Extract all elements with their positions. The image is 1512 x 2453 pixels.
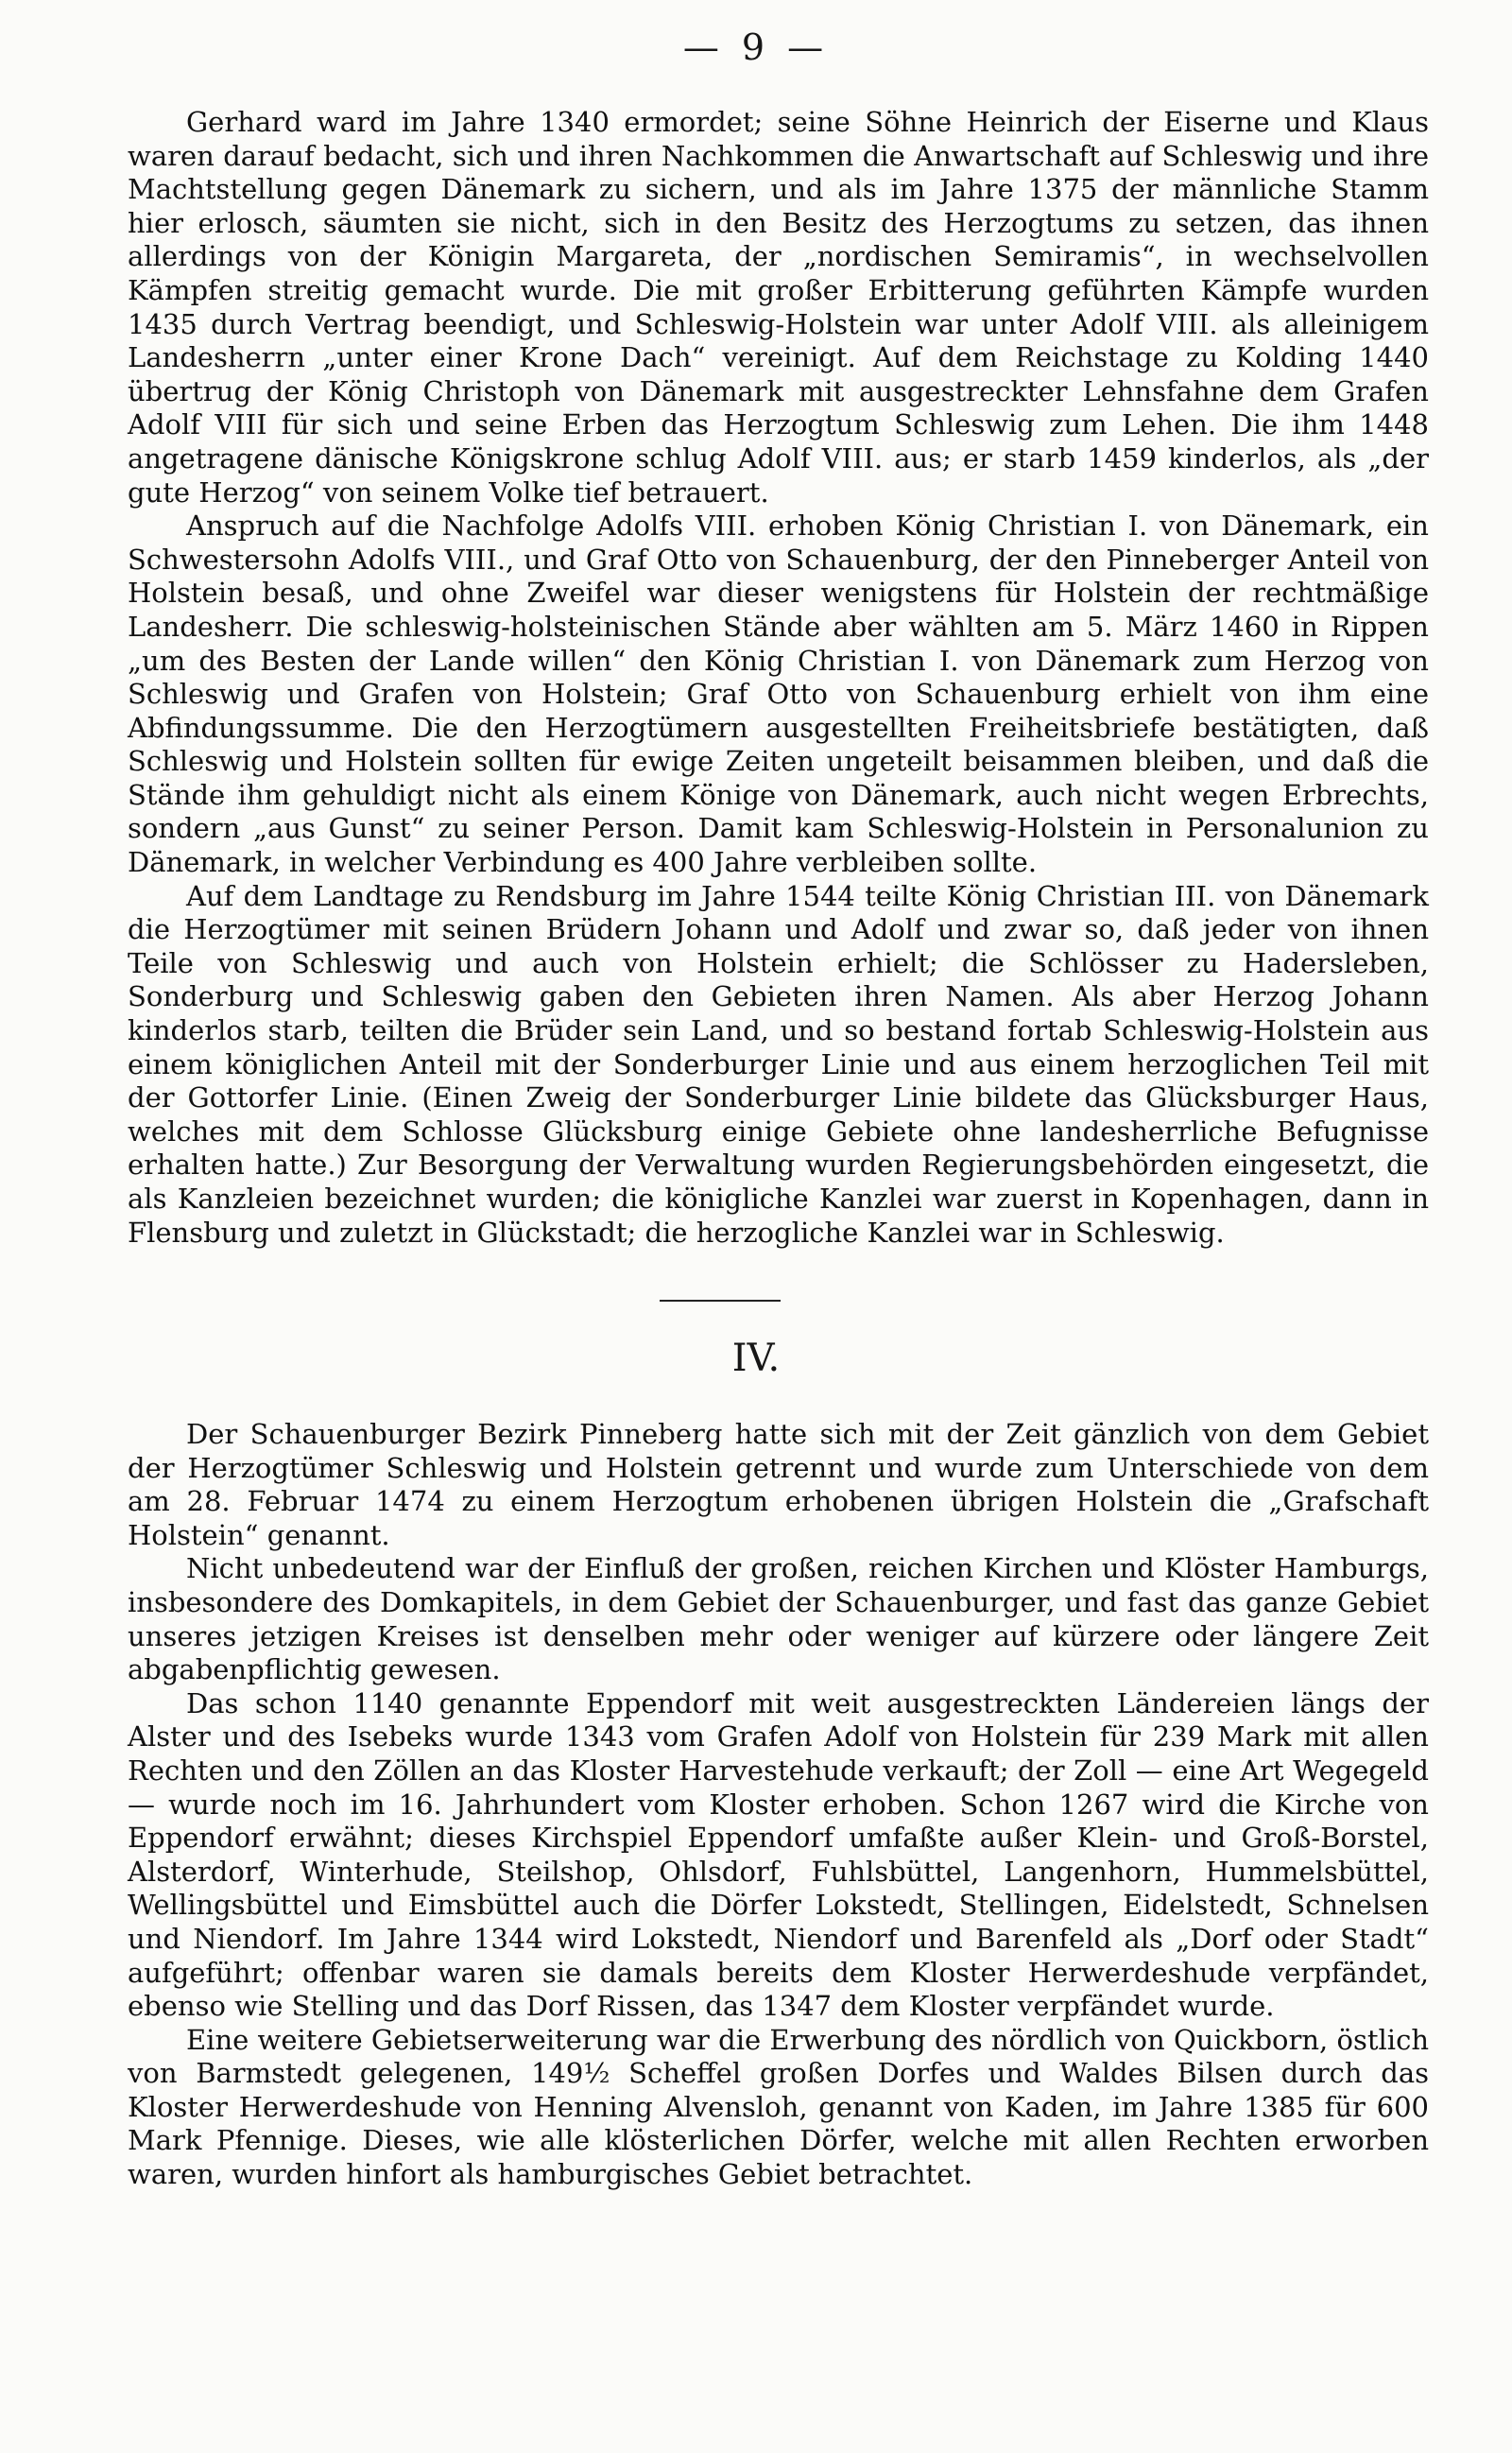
text-block-before-section — [128, 106, 1429, 1250]
section-divider — [660, 1300, 781, 1302]
paragraph: Das schon 1140 genannte Eppendorf mit weit ausgestreckten Ländereien längs der Alster und des Isebeks wurde 1343 vom Grafen Adolf von Holstein für 239 Mark mit allen Rechten und den Zöllen an das Kloster Harvestehude verkauft; der Zoll — eine Art Wegegeld — wurde noch im 16. Jahrhundert vom Kloster erhoben. Schon 1267 wird die Kirche von Eppendorf erwähnt; dieses Kirchspiel Eppendorf umfaßte außer Klein- und Groß-Borstel, Alsterdorf, Winterhude, Steilshop, Ohlsdorf, Fuhlsbüttel, Langenhorn, Hummelsbüttel, Wellingsbüttel und Eimsbüttel auch die Dörfer Lokstedt, Stellingen, Eidelstedt, Schnelsen und Niendorf. Im Jahre 1344 wird Lokstedt, Niendorf und Barenfeld als „Dorf oder Stadt“ aufgeführt; offenbar waren sie damals bereits dem Kloster Herwerdeshude verpfändet, ebenso wie Stelling und das Dorf Rissen, das 1347 dem Kloster verpfändet wurde. — [128, 1686, 1429, 2023]
paragraph: Anspruch auf die Nachfolge Adolfs VIII. erhoben König Christian I. von Dänemark, ein Schwestersohn Adolfs VIII., und Graf Otto von Schauenburg, der den Pinneberger Anteil von Holstein besaß, und ohne Zweifel war dieser wenigstens für Holstein der rechtmäßige Landesherr. Die schleswig-holsteinischen Stände aber wählten am 5. März 1460 in Rippen „um des Besten der Lande willen“ den König Christian I. von Dänemark zum Herzog von Schleswig und Grafen von Holstein; Graf Otto von Schauenburg erhielt von ihm eine Abfindungssumme. Die den Herzogtümern ausgestellten Freiheitsbriefe bestätigten, daß Schleswig und Holstein sollten für ewige Zeiten ungeteilt beisammen bleiben, und daß die Stände ihm gehuldigt nicht als einem Könige von Dänemark, auch nicht wegen Erbrechts, sondern „aus Gunst“ zu seiner Person. Damit kam Schleswig-Holstein in Personalunion zu Dänemark, in welcher Verbindung es 400 Jahre verbleiben sollte. — [128, 510, 1429, 879]
text-block-section-iv — [128, 1418, 1429, 2192]
paragraph: Auf dem Landtage zu Rendsburg im Jahre 1544 teilte König Christian III. von Dänemark die Herzogtümer mit seinen Brüdern Johann und Adolf und zwar so, daß jeder von ihnen Teile von Schleswig und auch von Holstein erhielt; die Schlösser zu Hadersleben, Sonderburg und Schleswig gaben den Gebieten ihren Namen. Als aber Herzog Johann kinderlos starb, teilten die Brüder sein Land, und so bestand fortab Schleswig-Holstein aus einem königlichen Anteil mit der Sonderburger Linie und aus einem herzoglichen Teil mit der Gottorfer Linie. (Einen Zweig der Sonderburger Linie bildete das Glücksburger Haus, welches mit dem Schlosse Glücksburg einige Gebiete ohne landesherrliche Befugnisse erhalten hatte.) Zur Besorgung der Verwaltung wurden Regierungsbehörden eingesetzt, die als Kanzleien bezeichnet wurden; die königliche Kanzlei war zuerst in Kopenhagen, dann in Flensburg und zuletzt in Glückstadt; die herzogliche Kanzlei war in Schleswig. — [128, 879, 1429, 1249]
paragraph: Der Schauenburger Bezirk Pinneberg hatte sich mit der Zeit gänzlich von dem Gebiet der Herzogtümer Schleswig und Holstein getrennt und wurde zum Unterschiede von dem am 28. Februar 1474 zu einem Herzogtum erhobenen übrigen Holstein die „Grafschaft Holstein“ genannt. — [128, 1418, 1429, 1551]
section-heading: IV. — [731, 1337, 781, 1380]
paragraph: Eine weitere Gebietserweiterung war die Erwerbung des nördlich von Quickborn, östlich von Barmstedt gelegenen, 149½ Scheffel großen Dorfes und Waldes Bilsen durch das Kloster Herwerdeshude von Henning Alvensloh, genannt von Kaden, im Jahre 1385 für 600 Mark Pfennige. Dieses, wie alle klösterlichen Dörfer, welche mit allen Rechten erworben waren, wurden hinfort als hamburgisches Gebiet betrachtet. — [128, 2023, 1429, 2191]
paragraph: Gerhard ward im Jahre 1340 ermordet; seine Söhne Heinrich der Eiserne und Klaus waren darauf bedacht, sich und ihren Nachkommen die Anwartschaft auf Schleswig und ihre Machtstellung gegen Dänemark zu sichern, und als im Jahre 1375 der männliche Stamm hier erlosch, säumten sie nicht, sich in den Besitz des Herzogtums zu setzen, das ihnen allerdings von der Königin Margareta, der „nordischen Semiramis“, in wechselvollen Kämpfen streitig gemacht wurde. Die mit großer Erbitterung geführten Kämpfe wurden 1435 durch Vertrag beendigt, und Schleswig-Holstein war unter Adolf VIII. als alleinigem Landesherrn „unter einer Krone Dach“ vereinigt. Auf dem Reichstage zu Kolding 1440 übertrug der König Christoph von Dänemark mit ausgestreckter Lehnsfahne dem Grafen Adolf VIII für sich und seine Erben das Herzogtum Schleswig zum Lehen. Die ihm 1448 angetragene dänische Königskrone schlug Adolf VIII. aus; er starb 1459 kinderlos, als „der gute Herzog“ von seinem Volke tief betrauert. — [128, 106, 1429, 509]
paragraph: Nicht unbedeutend war der Einfluß der großen, reichen Kirchen und Klöster Hamburgs, insbesondere des Domkapitels, in dem Gebiet der Schauenburger, und fast das ganze Gebiet unseres jetzigen Kreises ist denselben mehr oder weniger auf kürzere oder längere Zeit abgabenpflichtig gewesen. — [128, 1552, 1429, 1686]
page-number: — 9 — — [682, 26, 830, 68]
